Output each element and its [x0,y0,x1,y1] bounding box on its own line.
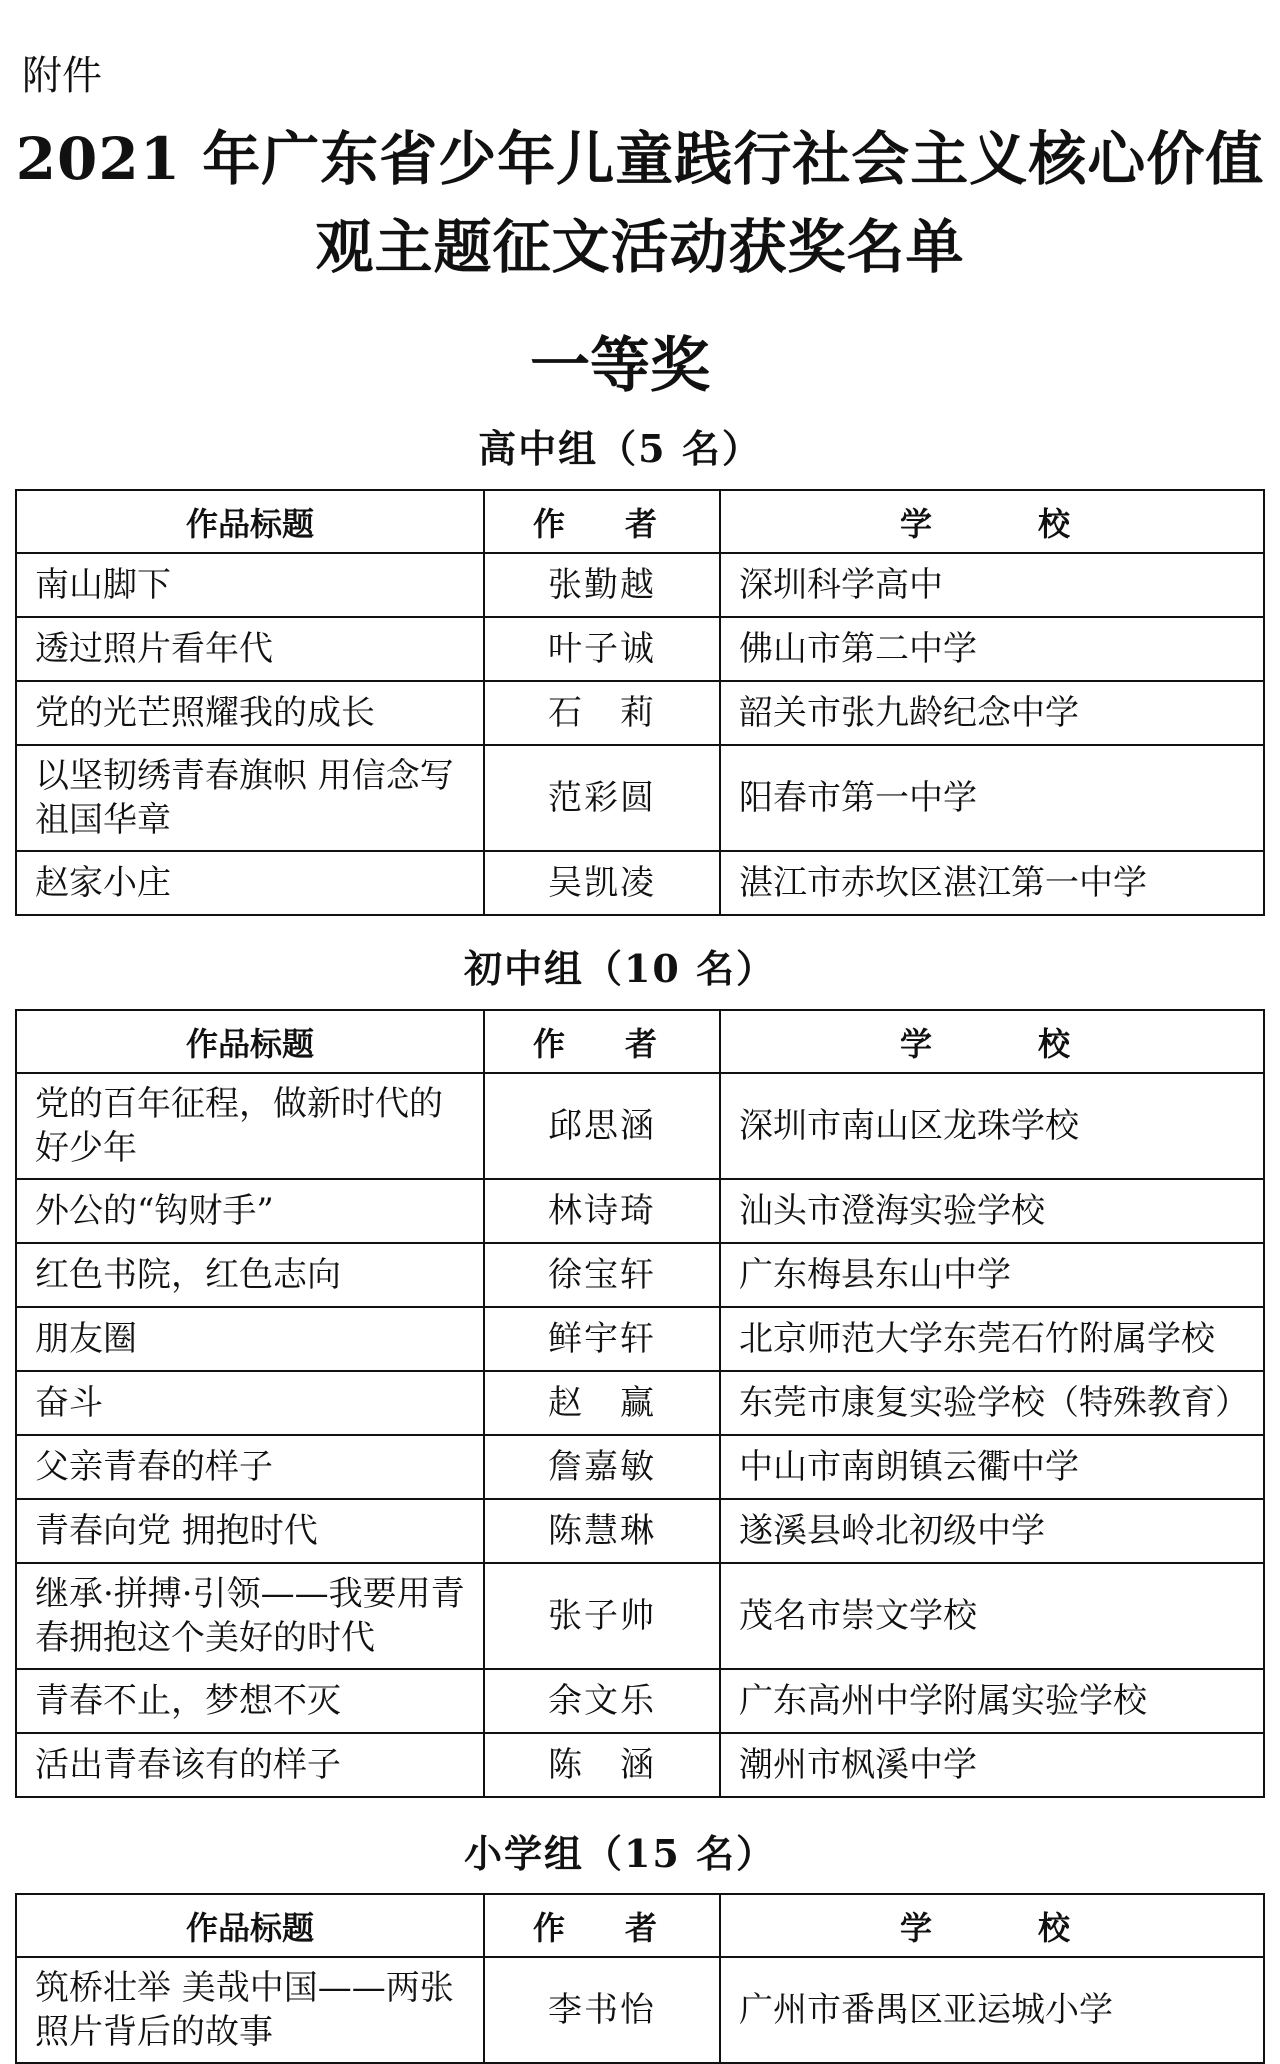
table-row [16,1073,1264,1179]
column-header-school: 学 校 [720,1010,1264,1073]
table-row [16,1957,1264,2063]
group-heading-senior-high: 高中组（5 名） [478,426,762,471]
column-header-title: 作品标题 [16,1010,484,1073]
entry-author: 张勤越 [484,553,720,617]
column-header-title: 作品标题 [16,490,484,553]
entry-title: 活出青春该有的样子 [16,1733,484,1797]
entry-title: 筑桥壮举 美哉中国——两张照片背后的故事 [16,1957,484,2063]
entry-author: 陈慧琳 [484,1499,720,1563]
column-header-school: 学 校 [720,490,1264,553]
entry-school: 广州市番禺区亚运城小学 [720,1957,1264,2063]
entry-author: 邱思涵 [484,1073,720,1179]
attachment-label: 附件 [22,53,102,99]
table-header-row [16,1894,1264,1957]
entry-school: 阳春市第一中学 [720,745,1264,851]
entry-school: 深圳市南山区龙珠学校 [720,1073,1264,1179]
entry-title: 青春向党 拥抱时代 [16,1499,484,1563]
award-table-senior-high [15,489,1265,916]
column-header-author: 作 者 [484,490,720,553]
table-row [16,1179,1264,1243]
entry-author: 张子帅 [484,1563,720,1669]
entry-title: 外公的“钩财手” [16,1179,484,1243]
entry-title: 赵家小庄 [16,851,484,915]
table-row [16,553,1264,617]
table-row [16,617,1264,681]
entry-title: 以坚韧绣青春旗帜 用信念写祖国华章 [16,745,484,851]
award-table-junior-high [15,1009,1265,1798]
entry-author: 鲜宇轩 [484,1307,720,1371]
table-row [16,1243,1264,1307]
entry-title: 朋友圈 [16,1307,484,1371]
entry-author: 徐宝轩 [484,1243,720,1307]
entry-school: 遂溪县岭北初级中学 [720,1499,1264,1563]
column-header-author: 作 者 [484,1010,720,1073]
entry-title: 父亲青春的样子 [16,1435,484,1499]
table-row [16,1307,1264,1371]
entry-school: 茂名市崇文学校 [720,1563,1264,1669]
entry-school: 佛山市第二中学 [720,617,1264,681]
entry-school: 广东梅县东山中学 [720,1243,1264,1307]
entry-author: 陈 涵 [484,1733,720,1797]
group-heading-junior-high: 初中组（10 名） [463,946,777,991]
table-row [16,1733,1264,1797]
prize-level-heading: 一等奖 [530,331,710,401]
column-header-school: 学 校 [720,1894,1264,1957]
document-title-line-1: 2021 年广东省少年儿童践行社会主义核心价值 [15,125,1265,193]
group-heading-primary: 小学组（15 名） [463,1831,777,1876]
entry-school: 北京师范大学东莞石竹附属学校 [720,1307,1264,1371]
entry-author: 石 莉 [484,681,720,745]
entry-school: 湛江市赤坎区湛江第一中学 [720,851,1264,915]
entry-author: 吴凯凌 [484,851,720,915]
award-table-primary [15,1893,1265,2064]
entry-title: 党的百年征程，做新时代的好少年 [16,1073,484,1179]
entry-school: 韶关市张九龄纪念中学 [720,681,1264,745]
entry-school: 中山市南朗镇云衢中学 [720,1435,1264,1499]
entry-school: 深圳科学高中 [720,553,1264,617]
table-row [16,1669,1264,1733]
table-header-row [16,1010,1264,1073]
entry-author: 范彩圆 [484,745,720,851]
column-header-author: 作 者 [484,1894,720,1957]
table-row [16,1435,1264,1499]
table-row [16,851,1264,915]
table-row [16,681,1264,745]
entry-title: 青春不止，梦想不灭 [16,1669,484,1733]
entry-title: 红色书院，红色志向 [16,1243,484,1307]
entry-school: 潮州市枫溪中学 [720,1733,1264,1797]
table-row [16,1371,1264,1435]
entry-title: 党的光芒照耀我的成长 [16,681,484,745]
entry-author: 叶子诚 [484,617,720,681]
entry-school: 东莞市康复实验学校（特殊教育） [720,1371,1264,1435]
column-header-title: 作品标题 [16,1894,484,1957]
entry-title: 继承·拼搏·引领——我要用青春拥抱这个美好的时代 [16,1563,484,1669]
entry-title: 奋斗 [16,1371,484,1435]
document-title-line-2: 观主题征文活动获奖名单 [315,213,965,281]
table-row [16,1563,1264,1669]
entry-school: 汕头市澄海实验学校 [720,1179,1264,1243]
entry-title: 南山脚下 [16,553,484,617]
entry-author: 赵 赢 [484,1371,720,1435]
entry-author: 李书怡 [484,1957,720,2063]
table-row [16,745,1264,851]
table-row [16,1499,1264,1563]
entry-author: 余文乐 [484,1669,720,1733]
table-header-row [16,490,1264,553]
entry-author: 詹嘉敏 [484,1435,720,1499]
entry-title: 透过照片看年代 [16,617,484,681]
entry-author: 林诗琦 [484,1179,720,1243]
entry-school: 广东高州中学附属实验学校 [720,1669,1264,1733]
